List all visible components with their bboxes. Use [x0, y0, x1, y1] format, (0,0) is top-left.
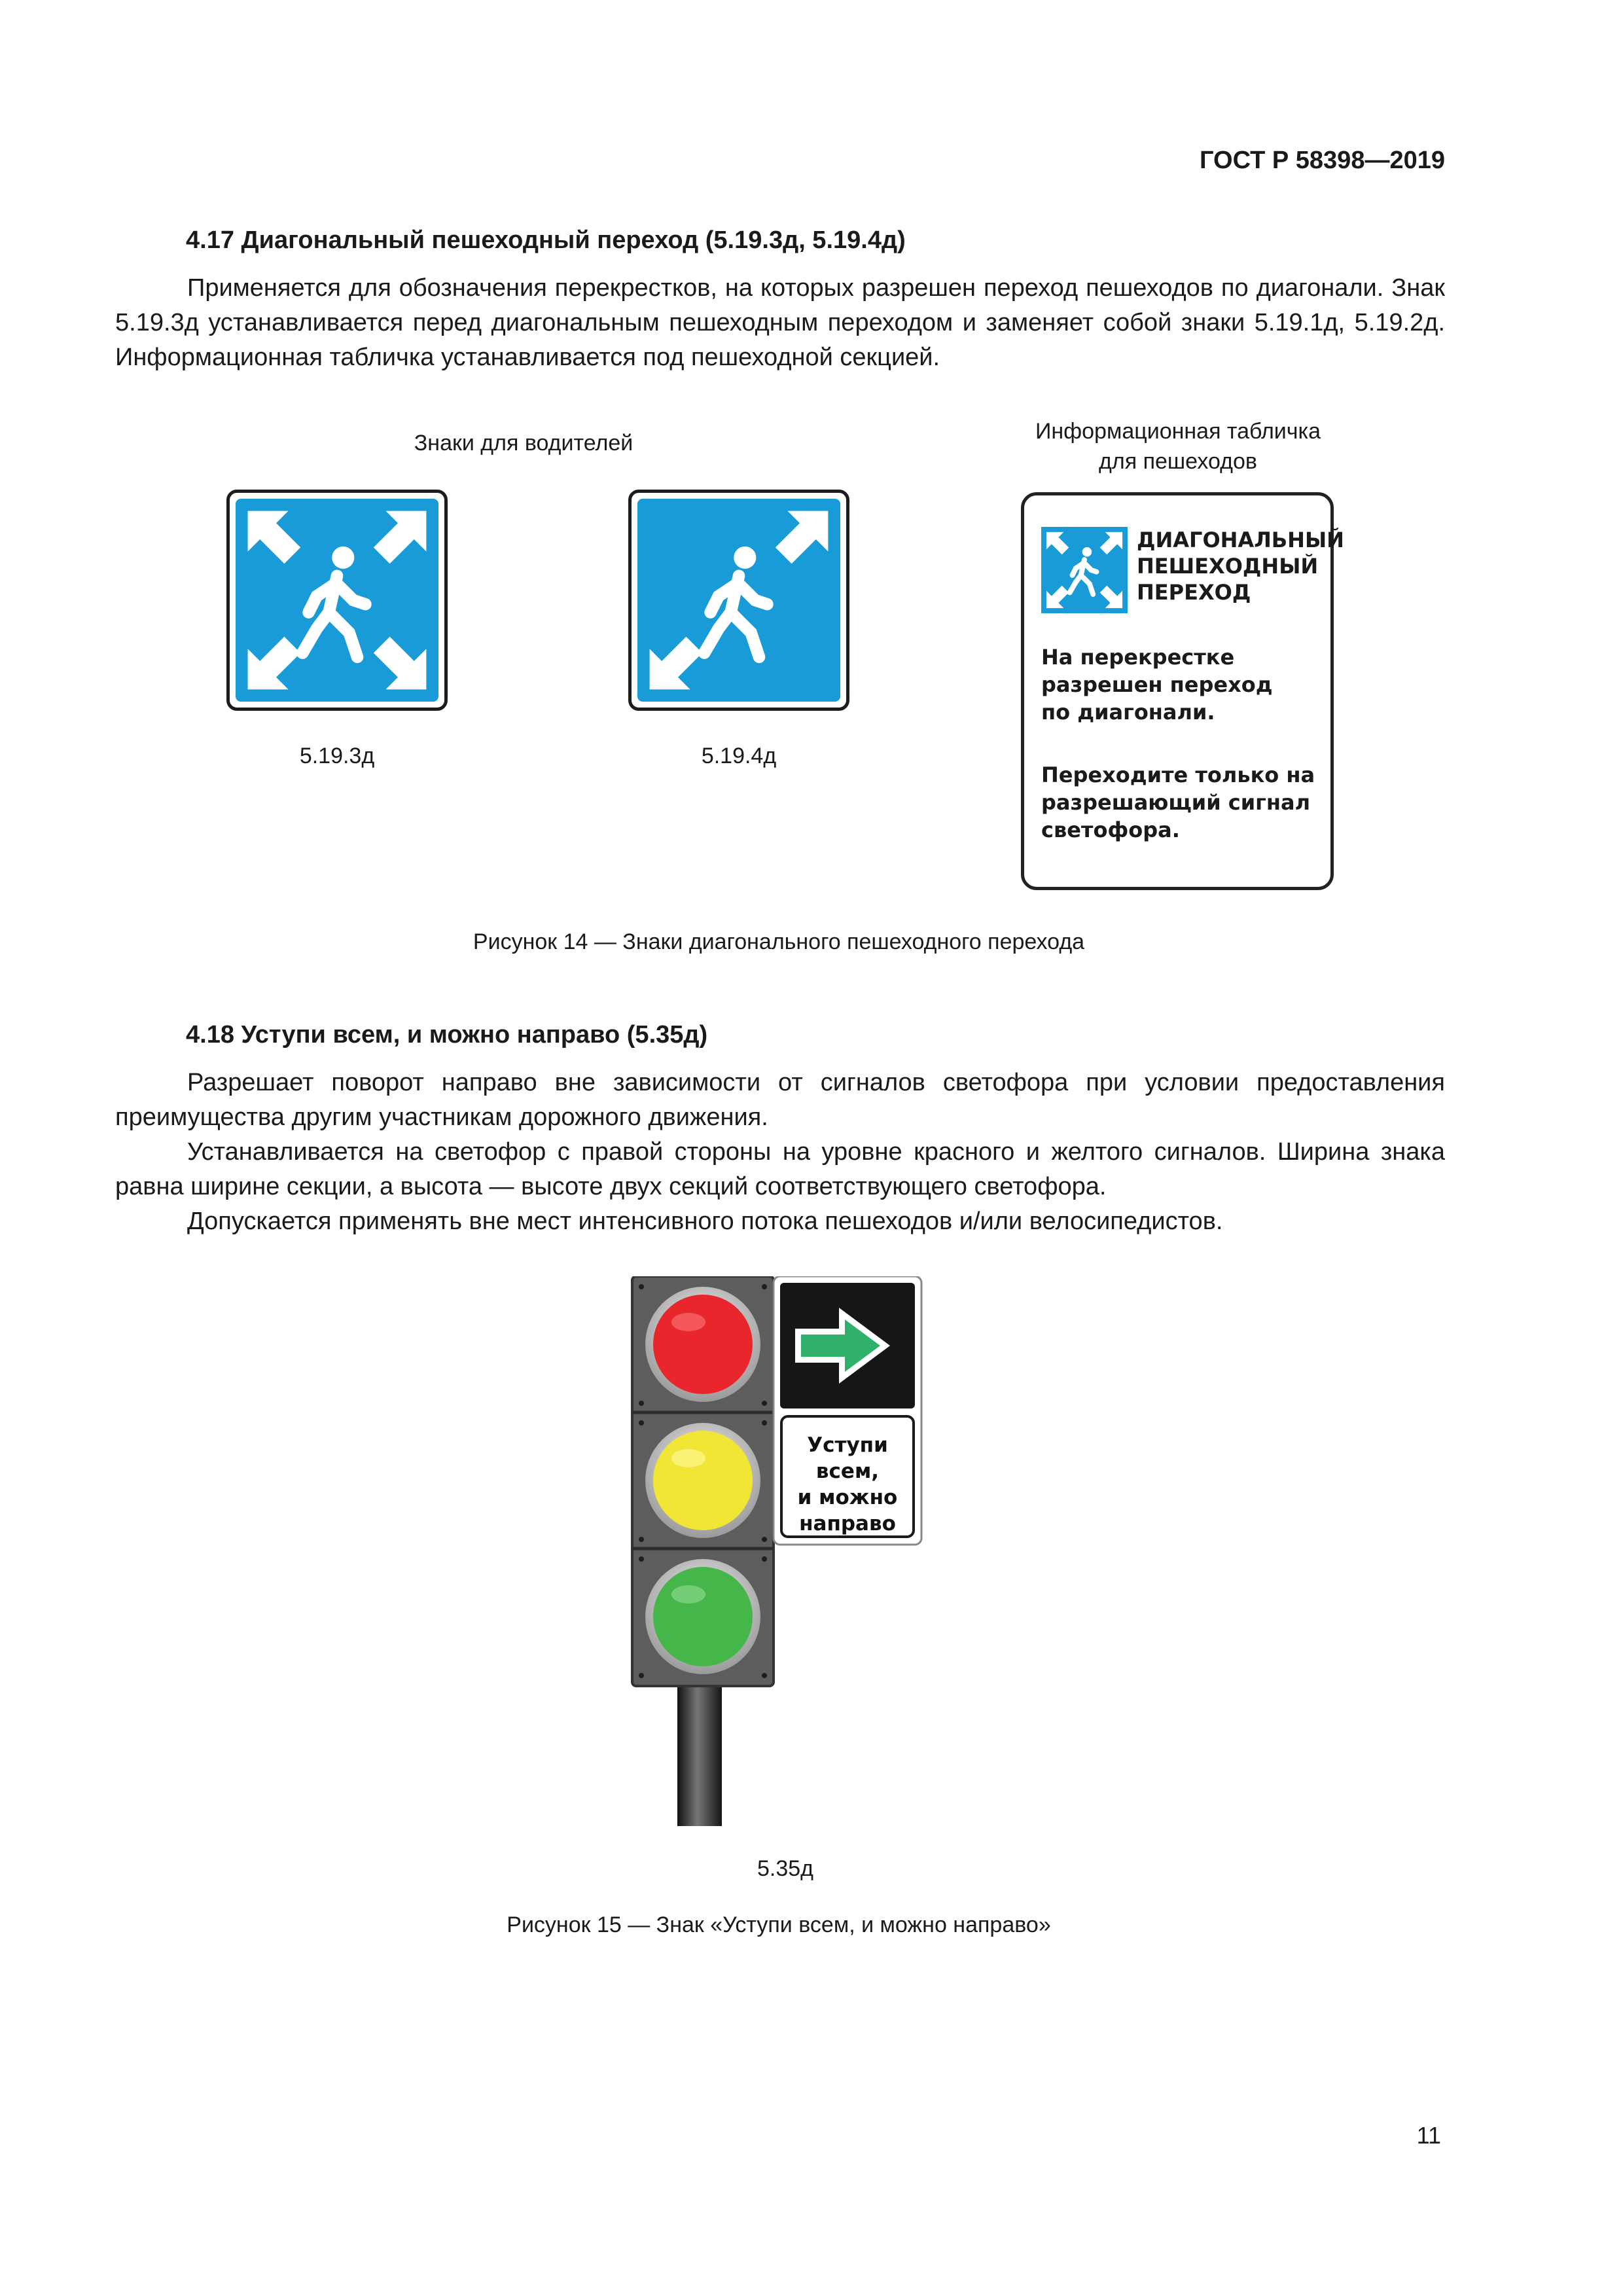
paragraph: Применяется для обозначения перекрестков, на которых разрешен переход пешеходов по диагонали. Знак 5.19.3д устанавливается перед диагональным пешеходным переходом и заменяет собой знаки 5.19.1д, 5.19.2д. Информационная табличка устанавливается под пешеходной секцией.	[115, 274, 1445, 371]
plate-text-line: светофора.	[1041, 817, 1180, 842]
plate-text-line: Переходите только на	[1041, 762, 1315, 787]
red-signal	[645, 1287, 760, 1402]
diagonal-crossing-mini-icon	[1041, 527, 1128, 613]
plate-label	[995, 416, 1361, 476]
sign-text-line: и можно	[797, 1486, 898, 1509]
sign-text-line: всем,	[815, 1460, 880, 1483]
sign-code: 5.19.3д	[299, 744, 375, 768]
drivers-signs-label: Знаки для водителей	[414, 431, 633, 456]
plate-text-line: разрешен переход	[1041, 672, 1273, 697]
pole	[677, 1682, 722, 1826]
plate-text-line: по диагонали.	[1041, 700, 1215, 725]
figure-15-caption: Рисунок 15 — Знак «Уступи всем, и можно направо»	[507, 1912, 1051, 1937]
sign-code: 5.19.4д	[701, 744, 777, 768]
paragraph: Допускается применять вне мест интенсивного потока пешеходов и/или велосипедистов.	[187, 1208, 1223, 1235]
plate-text-line: разрешающий сигнал	[1041, 790, 1310, 815]
paragraph: Разрешает поворот направо вне зависимости от сигналов светофора при условии предоставления преимущества другим участникам дорожного движения.	[115, 1069, 1445, 1131]
diagonal-crossing-four-arrows-icon	[236, 499, 438, 702]
section-4-18-title: 4.18 Уступи всем, и можно направо (5.35д)	[186, 1021, 708, 1049]
plate-text-2	[1041, 761, 1315, 844]
traffic-light-figure	[615, 1276, 942, 1826]
plate-title-line: ДИАГОНАЛЬНЫЙ	[1137, 528, 1344, 552]
document-code: ГОСТ Р 58398—2019	[1200, 147, 1445, 174]
figure-14-caption: Рисунок 14 — Знаки диагонального пешеходного перехода	[473, 929, 1085, 954]
section-4-17-title: 4.17 Диагональный пешеходный переход (5.19.3д, 5.19.4д)	[186, 226, 906, 254]
green-signal	[645, 1559, 760, 1674]
sign-text-line: Уступи	[807, 1433, 888, 1457]
plate-text-1	[1041, 643, 1273, 726]
sign-5-19-3d	[226, 490, 448, 711]
sign-text-line: направо	[799, 1512, 896, 1535]
section-4-18-text	[115, 1066, 1445, 1239]
plate-label-line: для пешеходов	[1099, 449, 1257, 474]
diagonal-crossing-two-arrows-icon	[637, 499, 840, 702]
section-4-17-text	[115, 271, 1445, 375]
sign-5-19-4d	[628, 490, 849, 711]
plate-text-line: На перекрестке	[1041, 645, 1235, 670]
plate-title-line: ПЕШЕХОДНЫЙ	[1137, 554, 1319, 579]
yellow-signal	[645, 1423, 760, 1538]
page-number: 11	[1416, 2122, 1441, 2149]
plate-title-line: ПЕРЕХОД	[1137, 580, 1251, 605]
plate-label-line: Информационная табличка	[1035, 419, 1321, 444]
info-plate-pedestrians	[1021, 492, 1344, 890]
paragraph: Устанавливается на светофор с правой стороны на уровне красного и желтого сигналов. Ширина знака равна ширине секции, а высота — высоте двух секций соответствующего светофора.	[115, 1138, 1445, 1200]
plate-title	[1137, 527, 1344, 605]
sign-code: 5.35д	[757, 1856, 813, 1881]
